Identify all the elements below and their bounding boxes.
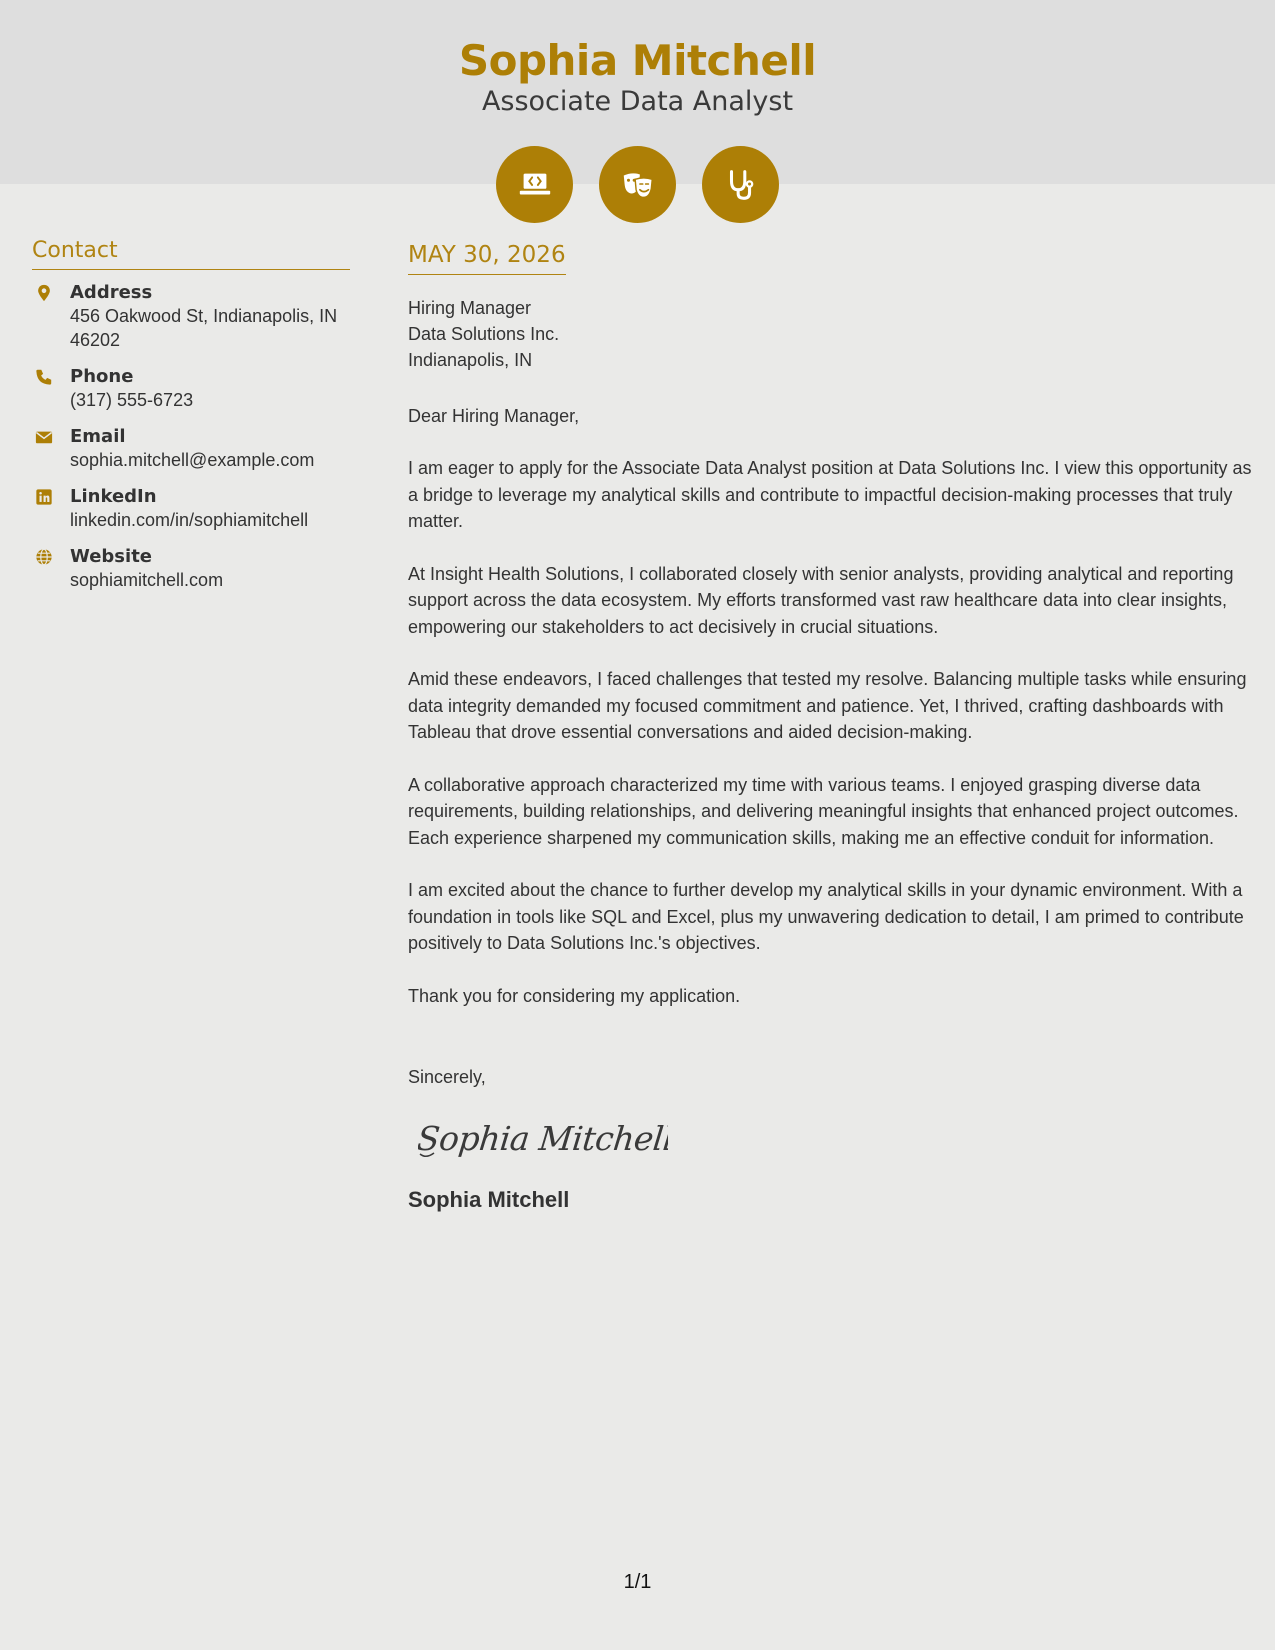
linkedin-link[interactable]: linkedin.com/in/sophiamitchell — [70, 510, 309, 530]
letter-paragraph: I am excited about the chance to further develop my analytical skills in your dynamic environment. With a foundation in tools like SQL and Excel, plus my unwavering dedication to detail, I am primed to contribute positively to Data Solutions Inc.'s objectives. — [408, 880, 1244, 953]
contact-linkedin — [32, 486, 350, 532]
contact-label: Website — [70, 546, 153, 567]
theater-masks-icon — [599, 146, 676, 223]
contact-heading: Contact — [32, 238, 350, 270]
recipient-line: Hiring Manager — [408, 298, 532, 318]
phone-value: (317) 555-6723 — [70, 390, 194, 410]
recipient-block — [408, 295, 1253, 373]
page-number: 1/1 — [623, 1571, 652, 1593]
letter-paragraph: At Insight Health Solutions, I collaborated closely with senior analysts, providing analytical and reporting support across the data ecosystem. My efforts transformed vast raw healthcare data into clear insights, empowering our stakeholders to act decisively in crucial situations. — [408, 563, 1234, 637]
letter-paragraph: I am eager to apply for the Associate Data Analyst position at Data Solutions Inc. I view this opportunity as a bridge to leverage my analytical skills and contribute to impactful decision-making processes that truly matter. — [408, 458, 1252, 531]
interest-icons — [0, 146, 1275, 224]
signer-name: Sophia Mitchell — [408, 1187, 570, 1212]
contact-label: Email — [70, 426, 126, 447]
letter-paragraph: Amid these endeavors, I faced challenges that tested my resolve. Balancing multiple tasks while ensuring data integrity demanded my focused commitment and patience. Yet, I thrived, crafting dashboards with Tableau that drove essential conversations and aided decision-making. — [408, 669, 1247, 742]
letter-paragraph: A collaborative approach characterized my time with various teams. I enjoyed grasping diverse data requirements, building relationships, and delivering meaningful insights that enhanced project outcomes. Each experience sharpened my communication skills, making me an effective conduit for information. — [408, 774, 1239, 848]
globe-icon — [35, 548, 53, 566]
salutation: Dear Hiring Manager, — [408, 406, 580, 426]
recipient-line: Data Solutions Inc. — [408, 324, 560, 344]
linkedin-icon — [35, 488, 53, 506]
laptop-code-icon — [496, 146, 573, 223]
email-link[interactable]: sophia.mitchell@example.com — [70, 450, 315, 470]
stethoscope-icon — [702, 146, 779, 223]
contact-address — [32, 282, 350, 352]
applicant-name: Sophia Mitchell — [458, 36, 817, 85]
contact-phone — [32, 366, 350, 412]
contact-sidebar — [32, 238, 350, 592]
contact-label: Address — [70, 282, 153, 303]
contact-label: LinkedIn — [70, 486, 157, 507]
closing: Sincerely, — [408, 1067, 486, 1087]
letter-paragraph: Thank you for considering my application. — [408, 985, 741, 1006]
contact-label: Phone — [70, 366, 134, 387]
envelope-icon — [35, 428, 53, 446]
letter-date: MAY 30, 2026 — [408, 242, 566, 275]
contact-website — [32, 546, 350, 592]
handwritten-signature — [418, 1112, 1253, 1169]
letter-body — [408, 242, 1253, 1213]
phone-icon — [35, 368, 53, 386]
address-value: 456 Oakwood St, Indianapolis, IN 46202 — [70, 306, 338, 350]
job-title: Associate Data Analyst — [481, 86, 794, 117]
website-link[interactable]: sophiamitchell.com — [70, 570, 224, 590]
map-pin-icon — [35, 284, 53, 302]
recipient-line: Indianapolis, IN — [408, 350, 533, 370]
svg-text:Sophia Mitchell: Sophia Mitchell — [418, 1119, 668, 1158]
contact-email — [32, 426, 350, 472]
